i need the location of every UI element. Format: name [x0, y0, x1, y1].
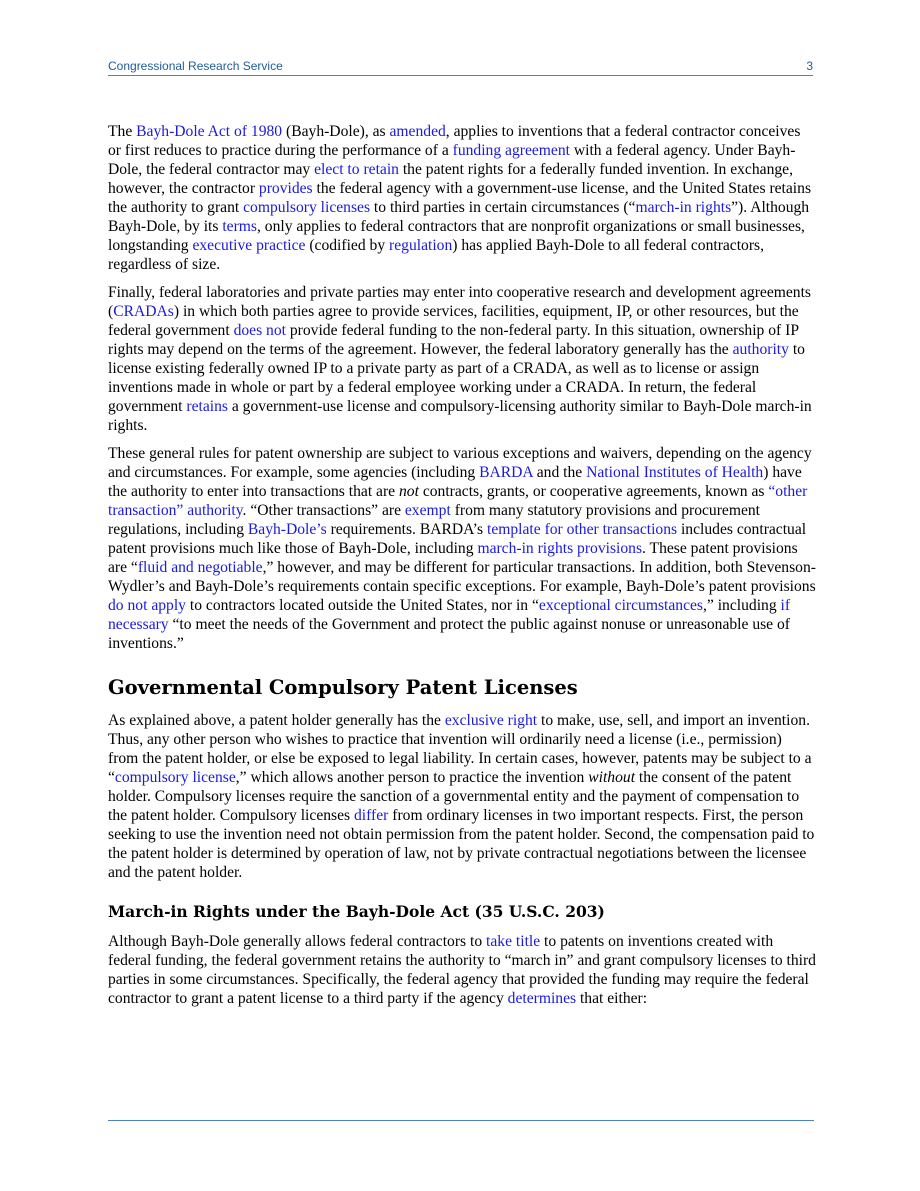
text-run: ) have the authority to enter into transactions that are — [108, 464, 802, 500]
paragraph-compulsory-licenses — [108, 711, 816, 882]
link-retains[interactable]: retains — [186, 398, 228, 415]
text-run: (Bayh-Dole), as — [282, 123, 390, 140]
paragraph-exceptions — [108, 444, 816, 653]
link-barda[interactable]: BARDA — [479, 464, 533, 481]
link-fluid-and-negotiable[interactable]: fluid and negotiable — [137, 559, 263, 576]
link-exclusive-right[interactable]: exclusive right — [444, 712, 538, 729]
link-do-not-apply[interactable]: do not apply — [108, 597, 186, 614]
link-terms[interactable]: terms — [222, 218, 257, 235]
text-run: with a federal agency. Under Bayh-Dole, the federal contractor may — [108, 142, 796, 178]
link-provides[interactable]: provides — [258, 180, 313, 197]
link-compulsory-licenses[interactable]: compulsory licenses — [243, 199, 371, 216]
link-if-necessary[interactable]: if necessary — [108, 597, 791, 633]
link-bayh-dole-act[interactable]: Bayh-Dole Act of 1980 — [136, 123, 283, 140]
text-run: includes contractual patent provisions much like those of Bayh-Dole, including — [108, 521, 807, 557]
section-heading: Governmental Compulsory Patent Licenses — [108, 676, 578, 699]
link-march-in-rights[interactable]: march-in rights — [635, 199, 732, 216]
link-bayh-doles[interactable]: Bayh-Dole’s — [247, 521, 327, 538]
link-compulsory-license[interactable]: compulsory license — [114, 769, 236, 786]
text-run: to make, use, sell, and import an invention. Thus, any other person who wishes to practice that invention will ordinarily need a license (i.e., permission) from the patent holder, or else be exposed to legal liability. In certain cases, however, patents may be subject to a “ — [108, 712, 812, 786]
page-number: 3 — [806, 59, 813, 73]
link-differ[interactable]: differ — [354, 807, 389, 824]
text-run: provide federal funding to the non-federal party. In this situation, ownership of IP rights may depend on the terms of the agreement. However, the federal laboratory generally has the — [108, 322, 799, 358]
text-run: ) in which both parties agree to provide services, facilities, equipment, IP, or other resources, but the federal government — [108, 303, 799, 339]
link-nih[interactable]: National Institutes of Health — [586, 464, 764, 481]
link-elect-to-retain[interactable]: elect to retain — [314, 161, 399, 178]
link-amended[interactable]: amended — [389, 123, 446, 140]
text-run: Finally, federal laboratories and private parties may enter into cooperative research and development agreements ( — [108, 284, 812, 320]
text-run: , applies to inventions that a federal contractor conceives or first reduces to practice during the performance of a — [108, 123, 801, 159]
paragraph-march-in — [108, 932, 816, 1008]
text-run: to license existing federally owned IP to a private party as part of a CRADA, as well as to license or assign inventions made in whole or part by a federal employee working under a CRADA. In return, the federal government — [108, 341, 805, 415]
link-authority[interactable]: authority — [732, 341, 789, 358]
link-template-other-transactions[interactable]: template for other transactions — [486, 521, 678, 538]
paragraph-cradas — [108, 283, 816, 435]
text-run: ) has applied Bayh-Dole to all federal contractors, regardless of size. — [108, 237, 765, 273]
link-march-in-rights-provisions[interactable]: march-in rights provisions — [477, 540, 643, 557]
text-run: the patent rights for a federally funded invention. In exchange, however, the contractor — [108, 161, 793, 197]
text-run: , only applies to federal contractors that are nonprofit organizations or small businesses, longstanding — [108, 218, 805, 254]
main-content — [108, 122, 816, 1017]
footer-rule — [108, 1120, 814, 1121]
text-run: . “Other transactions” are — [242, 502, 405, 519]
link-funding-agreement[interactable]: funding agreement — [452, 142, 570, 159]
link-executive-practice[interactable]: executive practice — [192, 237, 306, 254]
text-run: ”). Although Bayh-Dole, by its — [108, 199, 810, 235]
link-determines[interactable]: determines — [507, 990, 577, 1007]
link-other-transaction-authority[interactable]: “other transaction” authority — [108, 483, 808, 519]
link-regulation[interactable]: regulation — [389, 237, 453, 254]
text-run: (codified by — [305, 237, 390, 254]
text-run: ,” however, and may be different for particular transactions. In addition, both Stevenson-Wydler’s and Bayh-Dole’s requirements contain specific exceptions. For example, Bayh-Dole’s patent provisions — [108, 559, 816, 595]
text-run: that either: — [576, 990, 648, 1007]
text-run: from many statutory provisions and procurement regulations, including — [108, 502, 761, 538]
text-run: the consent of the patent holder. Compulsory licenses require the sanction of a governmental entity and the payment of compensation to the patent holder. Compulsory licenses — [108, 769, 800, 824]
link-does-not[interactable]: does not — [233, 322, 286, 339]
text-run: a government-use license and compulsory-licensing authority similar to Bayh-Dole march-in rights. — [108, 398, 812, 434]
header-title: Congressional Research Service — [108, 59, 283, 73]
link-take-title[interactable]: take title — [486, 933, 541, 950]
text-run: These general rules for patent ownership are subject to various exceptions and waivers, depending on the agency and circumstances. For example, some agencies (including — [108, 445, 812, 481]
text-run: “to meet the needs of the Government and protect the public against nonuse or unreasonable use of inventions.” — [108, 616, 790, 652]
link-exceptional-circumstances[interactable]: exceptional circumstances — [538, 597, 703, 614]
emphasis-not: not — [399, 483, 419, 500]
text-run: the federal agency with a government-use license, and the United States retains the authority to grant — [108, 180, 812, 216]
text-run: Although Bayh-Dole generally allows federal contractors to — [108, 933, 487, 950]
text-run: and the — [532, 464, 587, 481]
text-run: ,” which allows another person to practice the invention — [235, 769, 589, 786]
page-header — [108, 57, 813, 76]
paragraph-bayh-dole — [108, 122, 816, 274]
text-run: requirements. BARDA’s — [326, 521, 487, 538]
link-exempt[interactable]: exempt — [404, 502, 451, 519]
link-cradas[interactable]: CRADAs — [113, 303, 174, 320]
subsection-heading: March-in Rights under the Bayh-Dole Act (35 U.S.C. 203) — [108, 902, 605, 921]
text-run: to patents on inventions created with federal funding, the federal government retains the authority to “march in” and grant compulsory licenses to third parties in some circumstances. Specifically, the federal agency that provided the funding may require the federal contractor to grant a patent license to a third party if the agency — [108, 933, 816, 1007]
text-run: ,” including — [703, 597, 781, 614]
text-run: to contractors located outside the United States, nor in “ — [185, 597, 539, 614]
text-run: from ordinary licenses in two important respects. First, the person seeking to use the invention need not obtain permission from the patent holder. Second, the compensation paid to the patent holder is determined by operation of law, not by private contractual negotiations between the licensee and the patent holder. — [108, 807, 815, 881]
text-run: contracts, grants, or cooperative agreements, known as — [418, 483, 769, 500]
text-run: . These patent provisions are “ — [108, 540, 798, 576]
emphasis-without: without — [588, 769, 636, 786]
text-run: to third parties in certain circumstances (“ — [370, 199, 636, 216]
text-run: The — [108, 123, 137, 140]
text-run: As explained above, a patent holder generally has the — [108, 712, 445, 729]
